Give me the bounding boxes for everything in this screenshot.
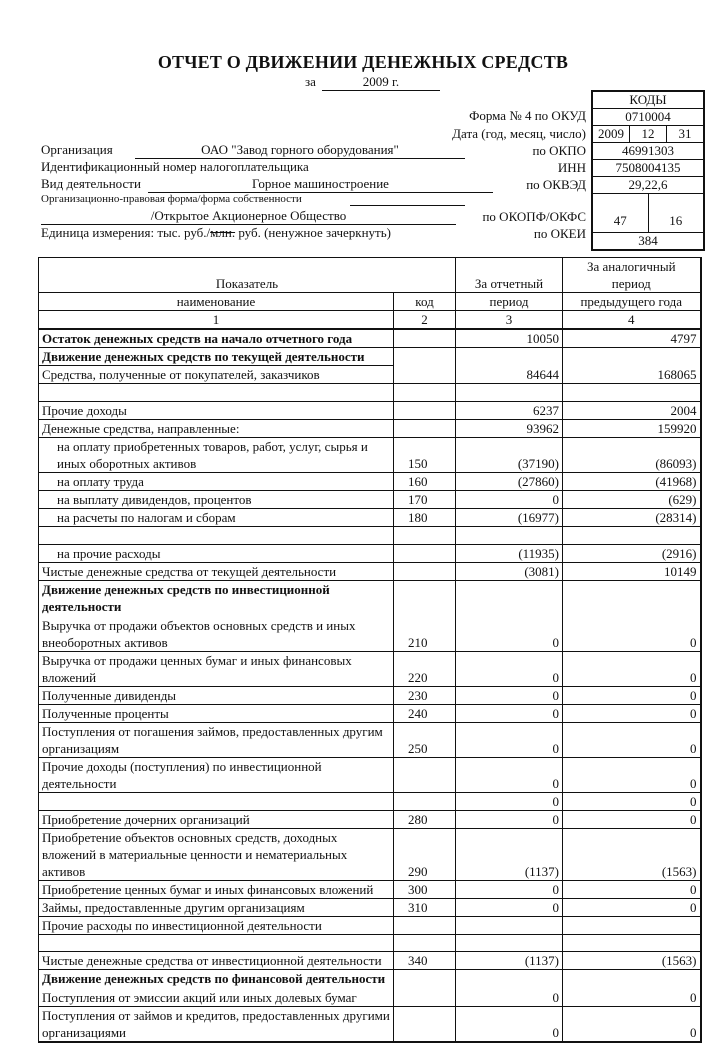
row-code: 300	[394, 881, 456, 899]
table-row	[39, 935, 701, 952]
row-name-share-issue: Поступления от эмиссии акций или иных долевых бумаг	[42, 990, 357, 1005]
row-previous: (28314)	[563, 509, 701, 527]
section-heading-investing: Движение денежных средств по инвестиционной деятельности	[42, 582, 330, 614]
row-current: 0	[456, 970, 563, 1007]
row-name: Прочие расходы по инвестиционной деятельности	[39, 917, 394, 935]
row-code: 340	[394, 952, 456, 970]
row-previous	[563, 527, 701, 545]
okpo-value: 46991303	[593, 143, 703, 160]
table-row	[39, 563, 701, 581]
table-row	[39, 420, 701, 438]
row-code: 220	[394, 652, 456, 687]
col-number-4: 4	[563, 311, 701, 330]
row-previous	[563, 384, 701, 402]
date-label: Дата (год, месяц, число)	[452, 126, 586, 141]
okei-value: 384	[638, 233, 658, 248]
section-heading-financing: Движение денежных средств по финансовой деятельности	[42, 971, 386, 986]
table-row	[39, 687, 701, 705]
codes-box	[591, 90, 705, 251]
row-code: 290	[394, 829, 456, 881]
unit-label	[41, 225, 391, 241]
header-previous-b: предыдущего года	[563, 293, 701, 311]
row-code	[394, 527, 456, 545]
row-name: Полученные дивиденды	[39, 687, 394, 705]
row-code: 240	[394, 705, 456, 723]
table-row	[39, 473, 701, 491]
row-code	[394, 563, 456, 581]
unit-label-suffix: руб. (ненужное зачеркнуть)	[235, 225, 391, 240]
row-name: Приобретение ценных бумаг и иных финансовых вложений	[39, 881, 394, 899]
row-code	[394, 758, 456, 793]
table-row	[39, 723, 701, 758]
table-header-numbers	[39, 311, 701, 330]
table-row	[39, 527, 701, 545]
row-current: 0	[456, 811, 563, 829]
row-previous	[563, 935, 701, 952]
row-previous	[563, 917, 701, 935]
period-prefix: за	[305, 74, 316, 89]
row-name	[39, 970, 394, 1007]
header-indicator: Показатель	[39, 258, 456, 293]
okfs-value: 16	[669, 213, 683, 228]
row-name: на оплату приобретенных товаров, работ, услуг, сырья и иных оборотных активов	[39, 438, 394, 473]
table-row	[39, 348, 701, 366]
table-row	[39, 329, 701, 348]
row-current: (16977)	[456, 509, 563, 527]
row-previous: 168065	[563, 348, 701, 384]
col-number-3: 3	[456, 311, 563, 330]
row-name: Приобретение объектов основных средств, доходных вложений в материальные ценности и нематериальных активов	[39, 829, 394, 881]
table-row	[39, 881, 701, 899]
row-code: 280	[394, 811, 456, 829]
row-code: 160	[394, 473, 456, 491]
table-row	[39, 758, 701, 793]
row-previous: 0	[563, 811, 701, 829]
row-current: 0	[456, 652, 563, 687]
activity-value: Горное машиностроение	[148, 176, 493, 193]
row-code: 180	[394, 509, 456, 527]
row-previous: 0	[563, 881, 701, 899]
table-row	[39, 705, 701, 723]
okpo-label: по ОКПО	[532, 143, 586, 158]
row-name: на прочие расходы	[39, 545, 394, 563]
row-name	[39, 527, 394, 545]
row-code	[394, 970, 456, 1007]
row-current: 0	[456, 793, 563, 811]
row-current: 6237	[456, 402, 563, 420]
row-current	[456, 527, 563, 545]
row-code	[394, 402, 456, 420]
row-name	[39, 793, 394, 811]
header-name: наименование	[39, 293, 394, 311]
table-header-row	[39, 258, 701, 293]
row-name: Выручка от продажи ценных бумаг и иных финансовых вложений	[39, 652, 394, 687]
row-name: Полученные проценты	[39, 705, 394, 723]
period-suffix: г.	[391, 74, 400, 89]
row-current: (11935)	[456, 545, 563, 563]
row-name: Средства, полученные от покупателей, заказчиков	[39, 366, 394, 384]
header-current-b: период	[456, 293, 563, 311]
row-current: 0	[456, 581, 563, 652]
row-name	[39, 935, 394, 952]
row-name	[39, 581, 394, 652]
table-row	[39, 829, 701, 881]
date-value	[593, 126, 703, 143]
row-previous: (86093)	[563, 438, 701, 473]
row-previous: 159920	[563, 420, 701, 438]
organization-label: Организация	[41, 142, 113, 157]
row-code	[394, 793, 456, 811]
row-previous: 10149	[563, 563, 701, 581]
header-current-a: За отчетный	[456, 258, 563, 293]
row-code	[394, 1007, 456, 1043]
okved-value: 29,22,6	[593, 177, 703, 194]
row-name: Прочие доходы (поступления) по инвестиционной деятельности	[39, 758, 394, 793]
row-current: (27860)	[456, 473, 563, 491]
row-previous: (629)	[563, 491, 701, 509]
table-row	[39, 970, 701, 1007]
row-name: Остаток денежных средств на начало отчетного года	[39, 329, 394, 348]
date-month: 12	[630, 126, 667, 142]
inn-field-label: Идентификационный номер налогоплательщика	[41, 159, 309, 174]
codes-header: КОДЫ	[593, 92, 703, 109]
row-previous: (41968)	[563, 473, 701, 491]
table-row	[39, 384, 701, 402]
row-current: 0	[456, 705, 563, 723]
row-current: 0	[456, 723, 563, 758]
row-current: 0	[456, 899, 563, 917]
cash-flow-table	[38, 257, 702, 1043]
row-code	[394, 935, 456, 952]
row-current: (37190)	[456, 438, 563, 473]
row-current: (1137)	[456, 829, 563, 881]
unit-label-text: Единица измерения: тыс. руб./	[41, 225, 211, 240]
table-row	[39, 1007, 701, 1043]
row-current: (1137)	[456, 952, 563, 970]
table-row	[39, 899, 701, 917]
row-previous: 0	[563, 793, 701, 811]
row-name	[39, 384, 394, 402]
row-code: 170	[394, 491, 456, 509]
row-previous: 0	[563, 723, 701, 758]
report-title: ОТЧЕТ О ДВИЖЕНИИ ДЕНЕЖНЫХ СРЕДСТВ	[157, 52, 569, 72]
okopf-label: по ОКОПФ/ОКФС	[482, 209, 586, 224]
row-name-210: Выручка от продажи объектов основных средств и иных внеоборотных активов	[42, 618, 356, 650]
row-name: Движение денежных средств по текущей деятельности	[39, 348, 394, 366]
legal-form-value: /Открытое Акционерное Общество	[41, 208, 456, 225]
row-previous: 0	[563, 758, 701, 793]
col-number-2: 2	[394, 311, 456, 330]
row-previous: (1563)	[563, 829, 701, 881]
report-period	[305, 74, 440, 91]
row-name: Чистые денежные средства от текущей деятельности	[39, 563, 394, 581]
row-name: Чистые денежные средства от инвестиционной деятельности	[39, 952, 394, 970]
col-number-1: 1	[39, 311, 394, 330]
row-previous: 0	[563, 687, 701, 705]
legal-form-label: Организационно-правовая форма/форма собственности	[41, 193, 302, 205]
row-previous: 0	[563, 705, 701, 723]
row-code: 250	[394, 723, 456, 758]
table-row	[39, 581, 701, 652]
row-current: 0	[456, 881, 563, 899]
row-name: Прочие доходы	[39, 402, 394, 420]
row-previous: (1563)	[563, 952, 701, 970]
row-name: Поступления от погашения займов, предоставленных другим организациям	[39, 723, 394, 758]
row-previous: 0	[563, 899, 701, 917]
row-name: Приобретение дочерних организаций	[39, 811, 394, 829]
table-row	[39, 952, 701, 970]
row-code: 230	[394, 687, 456, 705]
row-code	[394, 384, 456, 402]
inn-label: ИНН	[557, 160, 586, 175]
header-code: код	[394, 293, 456, 311]
row-current: (3081)	[456, 563, 563, 581]
okei-label: по ОКЕИ	[533, 226, 586, 241]
row-current: 0	[456, 491, 563, 509]
row-name: на расчеты по налогам и сборам	[39, 509, 394, 527]
table-row	[39, 917, 701, 935]
period-year: 2009	[362, 74, 389, 89]
organization-value: ОАО "Завод горного оборудования"	[135, 142, 465, 159]
table-row	[39, 509, 701, 527]
row-name: Поступления от займов и кредитов, предоставленных другими организациями	[39, 1007, 394, 1043]
table-row	[39, 402, 701, 420]
row-code	[394, 545, 456, 563]
row-current: 0	[456, 758, 563, 793]
header-previous-a: За аналогичный период	[563, 258, 701, 293]
row-current	[456, 935, 563, 952]
row-current	[456, 384, 563, 402]
legal-form-underline	[350, 205, 465, 206]
activity-label: Вид деятельности	[41, 176, 141, 191]
table-row	[39, 438, 701, 473]
okved-label: по ОКВЭД	[526, 177, 586, 192]
row-current: 0	[456, 687, 563, 705]
row-name: Займы, предоставленные другим организациям	[39, 899, 394, 917]
table-header-row	[39, 293, 701, 311]
row-code: 210	[394, 581, 456, 652]
table-row	[39, 545, 701, 563]
row-code: 310	[394, 899, 456, 917]
row-current: 84644	[456, 348, 563, 384]
okud-label: Форма № 4 по ОКУД	[469, 108, 586, 123]
row-current	[456, 917, 563, 935]
row-code: 150	[394, 438, 456, 473]
row-previous: (2916)	[563, 545, 701, 563]
row-previous: 0	[563, 970, 701, 1007]
row-previous: 0	[563, 1007, 701, 1043]
table-row	[39, 652, 701, 687]
row-code	[394, 420, 456, 438]
row-name: на оплату труда	[39, 473, 394, 491]
inn-value: 7508004135	[593, 160, 703, 177]
row-current: 93962	[456, 420, 563, 438]
table-row	[39, 793, 701, 811]
row-current: 10050	[456, 329, 563, 348]
okopf-value: 47	[593, 194, 649, 232]
row-code	[394, 329, 456, 348]
row-code	[394, 348, 456, 384]
row-code	[394, 917, 456, 935]
table-row	[39, 811, 701, 829]
date-year: 2009	[593, 126, 630, 142]
row-previous: 0	[563, 581, 701, 652]
table-row	[39, 491, 701, 509]
row-current: 0	[456, 1007, 563, 1043]
row-previous: 2004	[563, 402, 701, 420]
row-name: на выплату дивидендов, процентов	[39, 491, 394, 509]
unit-label-struck: млн.	[210, 225, 236, 240]
date-day: 31	[678, 126, 692, 141]
okud-value: 0710004	[593, 109, 703, 126]
row-name: Денежные средства, направленные:	[39, 420, 394, 438]
okopf-okfs-value	[593, 194, 703, 233]
row-previous: 4797	[563, 329, 701, 348]
row-previous: 0	[563, 652, 701, 687]
